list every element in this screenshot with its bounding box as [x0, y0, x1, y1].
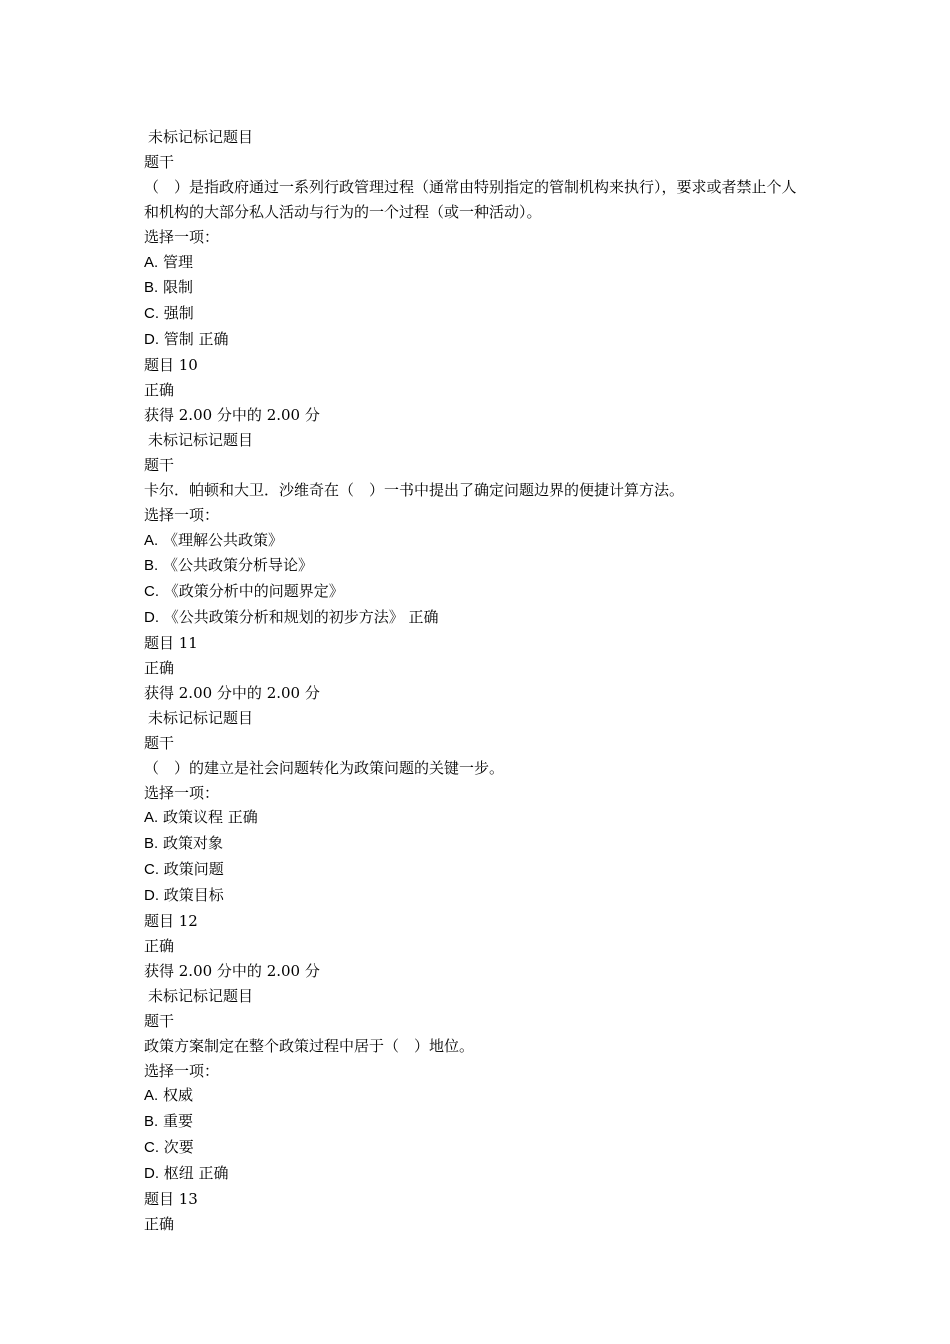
answer-option-b[interactable] — [144, 275, 808, 301]
answer-option-b[interactable] — [144, 1109, 808, 1135]
option-letter: D. — [144, 887, 159, 905]
choose-one-prompt: 选择一项： — [144, 227, 220, 246]
question-block — [144, 125, 808, 428]
option-letter: A. — [144, 531, 159, 549]
option-text: 《政策分析中的问题界定》 — [163, 582, 344, 601]
option-text: 管理 — [162, 252, 193, 271]
answer-option-d[interactable] — [144, 1161, 808, 1187]
option-letter: C. — [144, 583, 159, 601]
flag-question-label[interactable]: 未标记标记题目 — [148, 128, 254, 146]
question-stem-label: 题干 — [144, 733, 175, 752]
option-text: 次要 — [163, 1138, 194, 1157]
answer-option-a[interactable] — [144, 1083, 808, 1109]
option-text: 《公共政策分析和规划的初步方法》 正确 — [163, 608, 439, 627]
question-text: （ ）是指政府通过一系列行政管理过程（通常由特别指定的管制机构来执行），要求或者禁止个人和机构的大部分私人活动与行为的一个过程（或一种活动）。 — [144, 177, 797, 221]
flag-question-label[interactable]: 未标记标记题目 — [148, 708, 254, 727]
option-text: 政策目标 — [163, 886, 224, 905]
answer-option-c[interactable] — [144, 301, 808, 327]
question-number-title: 题目 13 — [144, 1190, 198, 1209]
option-letter: A. — [144, 1087, 159, 1105]
question-text: 政策方案制定在整个政策过程中居于（ ）地位。 — [144, 1036, 475, 1055]
option-text: 政策议程 正确 — [162, 808, 258, 827]
option-text: 《公共政策分析导论》 — [162, 556, 313, 575]
option-letter: C. — [144, 305, 159, 323]
answer-option-d[interactable] — [144, 883, 808, 909]
option-text: 政策对象 — [162, 834, 223, 853]
answer-option-c[interactable] — [144, 1135, 808, 1161]
answer-option-b[interactable] — [144, 831, 808, 857]
option-letter: A. — [144, 253, 159, 271]
flag-question-label[interactable]: 未标记标记题目 — [148, 986, 254, 1005]
option-letter: D. — [144, 1165, 159, 1183]
question-stem-label: 题干 — [144, 1011, 175, 1030]
question-score: 获得 2.00 分中的 2.00 分 — [144, 961, 320, 980]
answer-option-d[interactable] — [144, 327, 808, 353]
question-number-title: 题目 10 — [144, 356, 198, 375]
option-text: 重要 — [162, 1112, 193, 1131]
option-text: 管制 正确 — [163, 330, 229, 349]
option-letter: D. — [144, 609, 159, 627]
question-status: 正确 — [144, 659, 175, 678]
question-score: 获得 2.00 分中的 2.00 分 — [144, 683, 320, 702]
option-letter: A. — [144, 809, 159, 827]
answer-option-b[interactable] — [144, 553, 808, 579]
question-score: 获得 2.00 分中的 2.00 分 — [144, 405, 320, 424]
option-text: 强制 — [163, 304, 194, 323]
document-body — [144, 125, 808, 1237]
option-letter: B. — [144, 1113, 159, 1131]
option-text: 限制 — [162, 278, 193, 297]
question-text: （ ）的建立是社会问题转化为政策问题的关键一步。 — [144, 758, 505, 777]
option-letter: C. — [144, 861, 159, 879]
question-number-title: 题目 12 — [144, 912, 198, 931]
option-text: 枢纽 正确 — [163, 1164, 229, 1183]
question-stem-label: 题干 — [144, 152, 175, 171]
question-status: 正确 — [144, 937, 175, 955]
answer-option-a[interactable] — [144, 805, 808, 831]
option-letter: B. — [144, 279, 159, 297]
answer-option-c[interactable] — [144, 857, 808, 883]
flag-question-label[interactable]: 未标记标记题目 — [148, 430, 254, 449]
option-letter: B. — [144, 835, 159, 853]
question-block — [144, 428, 808, 706]
question-status: 正确 — [144, 381, 175, 400]
choose-one-prompt: 选择一项： — [144, 783, 220, 802]
answer-option-a[interactable] — [144, 250, 808, 276]
answer-option-d[interactable] — [144, 605, 808, 631]
question-number-title: 题目 11 — [144, 634, 198, 653]
answer-option-a[interactable] — [144, 528, 808, 554]
answer-option-c[interactable] — [144, 579, 808, 605]
choose-one-prompt: 选择一项： — [144, 1061, 220, 1080]
question-text: 卡尔．帕顿和大卫．沙维奇在（ ）一书中提出了确定问题边界的便捷计算方法。 — [144, 480, 685, 499]
question-status: 正确 — [144, 1214, 175, 1233]
question-block — [144, 706, 808, 984]
option-text: 政策问题 — [163, 860, 224, 879]
option-letter: D. — [144, 331, 159, 349]
option-letter: C. — [144, 1139, 159, 1157]
option-text: 《理解公共政策》 — [162, 530, 283, 549]
option-text: 权威 — [162, 1086, 193, 1105]
choose-one-prompt: 选择一项： — [144, 505, 220, 524]
option-letter: B. — [144, 557, 159, 575]
question-stem-label: 题干 — [144, 455, 175, 474]
question-block — [144, 984, 808, 1237]
